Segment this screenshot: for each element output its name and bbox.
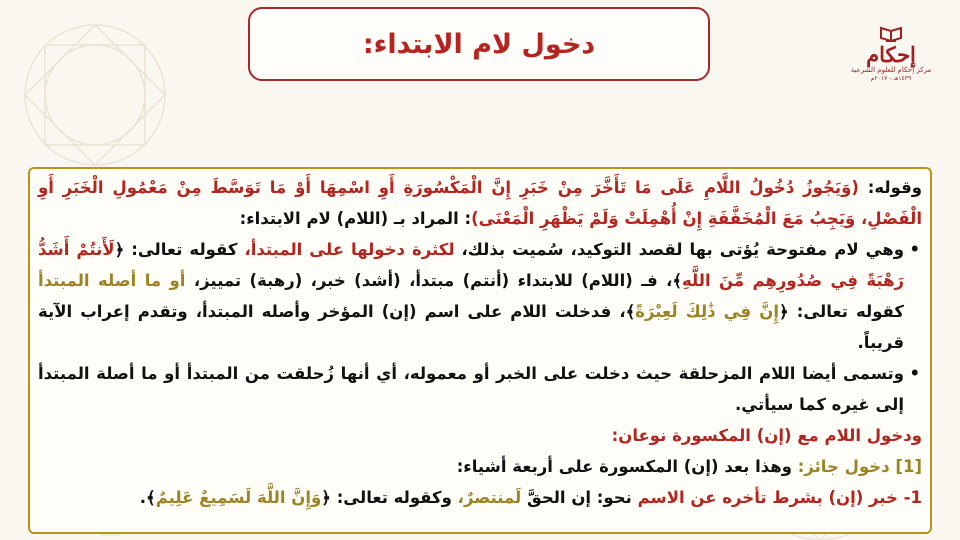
verse-bracket-open: ﴿ — [321, 488, 331, 507]
paragraph-intro — [38, 172, 922, 234]
list-item-first-type — [38, 451, 922, 482]
title-box — [248, 7, 710, 81]
verse-text: إِنَّ فِي ذَٰلِكَ لَعِبْرَةً — [635, 302, 779, 321]
bullet-text: كقوله تعالى: — [131, 240, 238, 259]
bullet-text: فدخلت اللام على اسم (إن) المؤخر وأصله المبتدأ، وتقدم إعراب الآية قريباً. — [38, 302, 904, 352]
item-label: دخول جائز: — [797, 457, 890, 476]
section-heading: ودخول اللام مع (إن) المكسورة نوعان: — [611, 426, 922, 445]
verse-bracket-open: ﴿ — [114, 240, 125, 259]
content-box — [28, 167, 932, 534]
item-text: وكقوله تعالى: — [336, 488, 452, 507]
highlight-red: لكثرة دخولها على المبتدأ، — [244, 240, 455, 259]
bullet-text: كقوله تعالى: — [796, 302, 905, 321]
verse-bracket-close: ﴾، — [666, 271, 683, 290]
highlight-gold: لَمنتصرٌ، — [457, 488, 522, 507]
bullet-list — [38, 234, 922, 420]
bullet-item-lam-definition — [38, 234, 904, 358]
item-text: وهذا بعد (إن) المكسورة على أربعة أشياء: — [456, 457, 792, 476]
item-text: نحو: إن الحقَّ — [526, 488, 632, 507]
verse-bracket-close: ﴾. — [139, 488, 156, 507]
logo-date: ١٤٣٩هـ - ٢٠١٧م — [870, 75, 912, 82]
bullet-text: وتسمى أيضا اللام المزحلقة حيث دخلت على الخبر أو معموله، أي أنها زُحلقت من المبتدأ أو ما أصلة المبتدأ إلى غيره كما سيأتي. — [38, 364, 904, 414]
logo-subtitle: مركز إحكام للعلوم الشرعية — [850, 66, 932, 74]
bullet-text: فـ (اللام) للابتداء (أنتم) مبتدأ، (أشد) خبر، (رهبة) تمييز، — [193, 271, 658, 290]
intro-lead: وقوله: — [867, 178, 923, 197]
verse-bracket-open: ﴿ — [779, 302, 789, 321]
bullet-item-muzahlaqa — [38, 358, 904, 420]
highlight-gold: أو ما أصله المبتدأ — [38, 271, 186, 290]
verse-text: لَأَنتُمْ أَشَدُّ رَهْبَةً فِي صُدُورِهِم مِّنَ اللَّهِ — [38, 240, 905, 290]
page-title: دخول لام الابتداء: — [362, 28, 596, 60]
logo-name: إحكام — [866, 42, 916, 67]
intro-rest: : المراد بـ (اللام) لام الابتداء: — [239, 209, 472, 228]
intro-quote: (وَيَجُوزُ دُخُولُ اللَّامِ عَلَى مَا تَأَخَّرَ مِنْ خَبَرِ إِنَّ الْمَكْسُورَةِ أَوِ اسْمِهَا أَوْ مَا تَوَسَّطَ مِنْ مَعْمُولِ الْخَبَرِ أَوِ الْفَصْلِ، وَيَجِبُ مَعَ الْمُخَفَّفَةِ إِنْ أُهْمِلَتْ وَلَمْ يَظْهَرِ الْمَعْنَى) — [38, 178, 922, 228]
list-item-khabar — [38, 482, 922, 513]
logo — [848, 26, 934, 98]
verse-text: وَإِنَّ اللَّهَ لَسَمِيعٌ عَلِيمٌ — [155, 488, 322, 507]
bullet-text: وهي لام مفتوحة يُؤتى بها لقصد التوكيد، سُميت بذلك، — [461, 240, 904, 259]
item-label: 1- خبر (إن) بشرط تأخره عن الاسم — [637, 488, 922, 507]
item-number: [1] — [895, 457, 922, 476]
verse-bracket-close: ﴾، — [619, 302, 636, 321]
